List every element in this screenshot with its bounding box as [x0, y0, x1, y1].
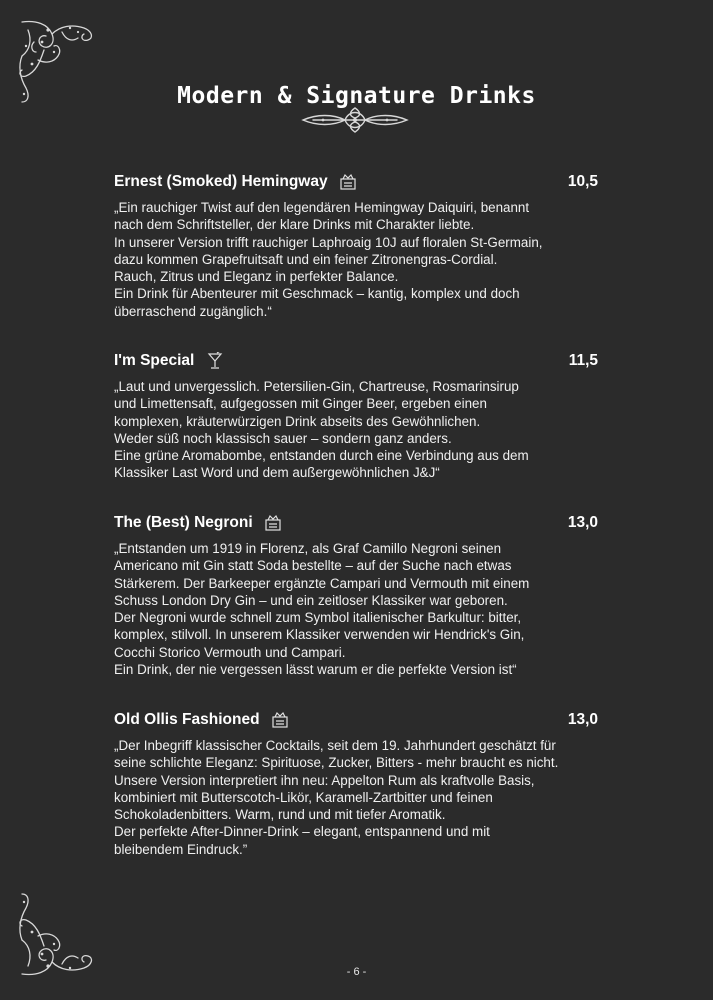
drink-name: Ernest (Smoked) Hemingway [114, 173, 328, 190]
drink-item [114, 173, 598, 320]
drink-name: I'm Special [114, 352, 195, 369]
drink-price: 11,5 [568, 352, 598, 369]
drink-price: 13,0 [567, 514, 598, 531]
drink-description: „Der Inbegriff klassischer Cocktails, seit dem 19. Jahrhundert geschätzt für seine schlichte Eleganz: Spirituose, Zucker, Bitters - mehr braucht es nicht. Unsere Version interpretiert ihn neu: Appelton Rum als kraftvolle Basis, kombiniert mit Butterscotch-Likör, Karamell-Zartbitter und feinen Schokoladenbitters. Warm, rund und mit tiefer Aromatik. Der perfekte After-Dinner-Drink – elegant, entspannend und mit bleibendem Eindruck.” [114, 738, 559, 857]
drink-item [114, 352, 598, 482]
drink-name: The (Best) Negroni [114, 514, 253, 531]
page-title: Modern & Signature Drinks [177, 83, 536, 110]
crown-glass-icon [340, 173, 356, 191]
drink-price: 13,0 [567, 711, 598, 728]
crown-glass-icon [265, 514, 281, 532]
drink-item [114, 514, 598, 678]
drink-name: Old Ollis Fashioned [114, 711, 260, 728]
drink-description: „Entstanden um 1919 in Florenz, als Graf Camillo Negroni seinen Americano mit Gin statt Soda bestellte – auf der Suche nach etwas Stärkerem. Der Barkeeper ergänzte Campari und Vermouth mit einem Schuss London Dry Gin – und ein zeitloser Klassiker war geboren. Der Negroni wurde schnell zum Symbol italienischer Barkultur: bitter, komplex, stilvoll. In unserem Klassiker verwenden wir Hendrick's Gin, Cocchi Storico Vermouth und Campari. Ein Drink, der nie vergessen lässt warum er die perfekte Version ist“ [114, 541, 530, 678]
crown-glass-icon [272, 711, 288, 729]
drink-price: 10,5 [567, 173, 598, 190]
drink-description: „Laut und unvergesslich. Petersilien-Gin, Chartreuse, Rosmarinsirup und Limettensaft, aufgegossen mit Ginger Beer, ergeben einen komplexen, kräuterwürzigen Drink abseits des Gewöhnlichen. Weder süß noch klassisch sauer – sondern ganz anders. Eine grüne Aromabombe, entstanden durch eine Verbindung aus dem Klassiker Last Word und dem außergewöhnlichen J&J“ [114, 379, 529, 481]
title-flourish-icon [299, 104, 411, 136]
page-number: - 6 - [346, 966, 367, 978]
cocktail-glass-icon [207, 352, 223, 370]
drink-description: „Ein rauchiger Twist auf den legendären Hemingway Daiquiri, benannt nach dem Schriftsteller, der klare Drinks mit Charakter liebte. In unserer Version trifft rauchiger Laphroaig 10J auf floralen St-Germain, dazu kommen Grapefruitsaft und ein feiner Zitronengras-Cordial. Rauch, Zitrus und Eleganz in perfekter Balance. Ein Drink für Abenteurer mit Geschmack – kantig, komplex und doch überraschend zugänglich.“ [114, 200, 543, 319]
drink-item [114, 711, 598, 858]
